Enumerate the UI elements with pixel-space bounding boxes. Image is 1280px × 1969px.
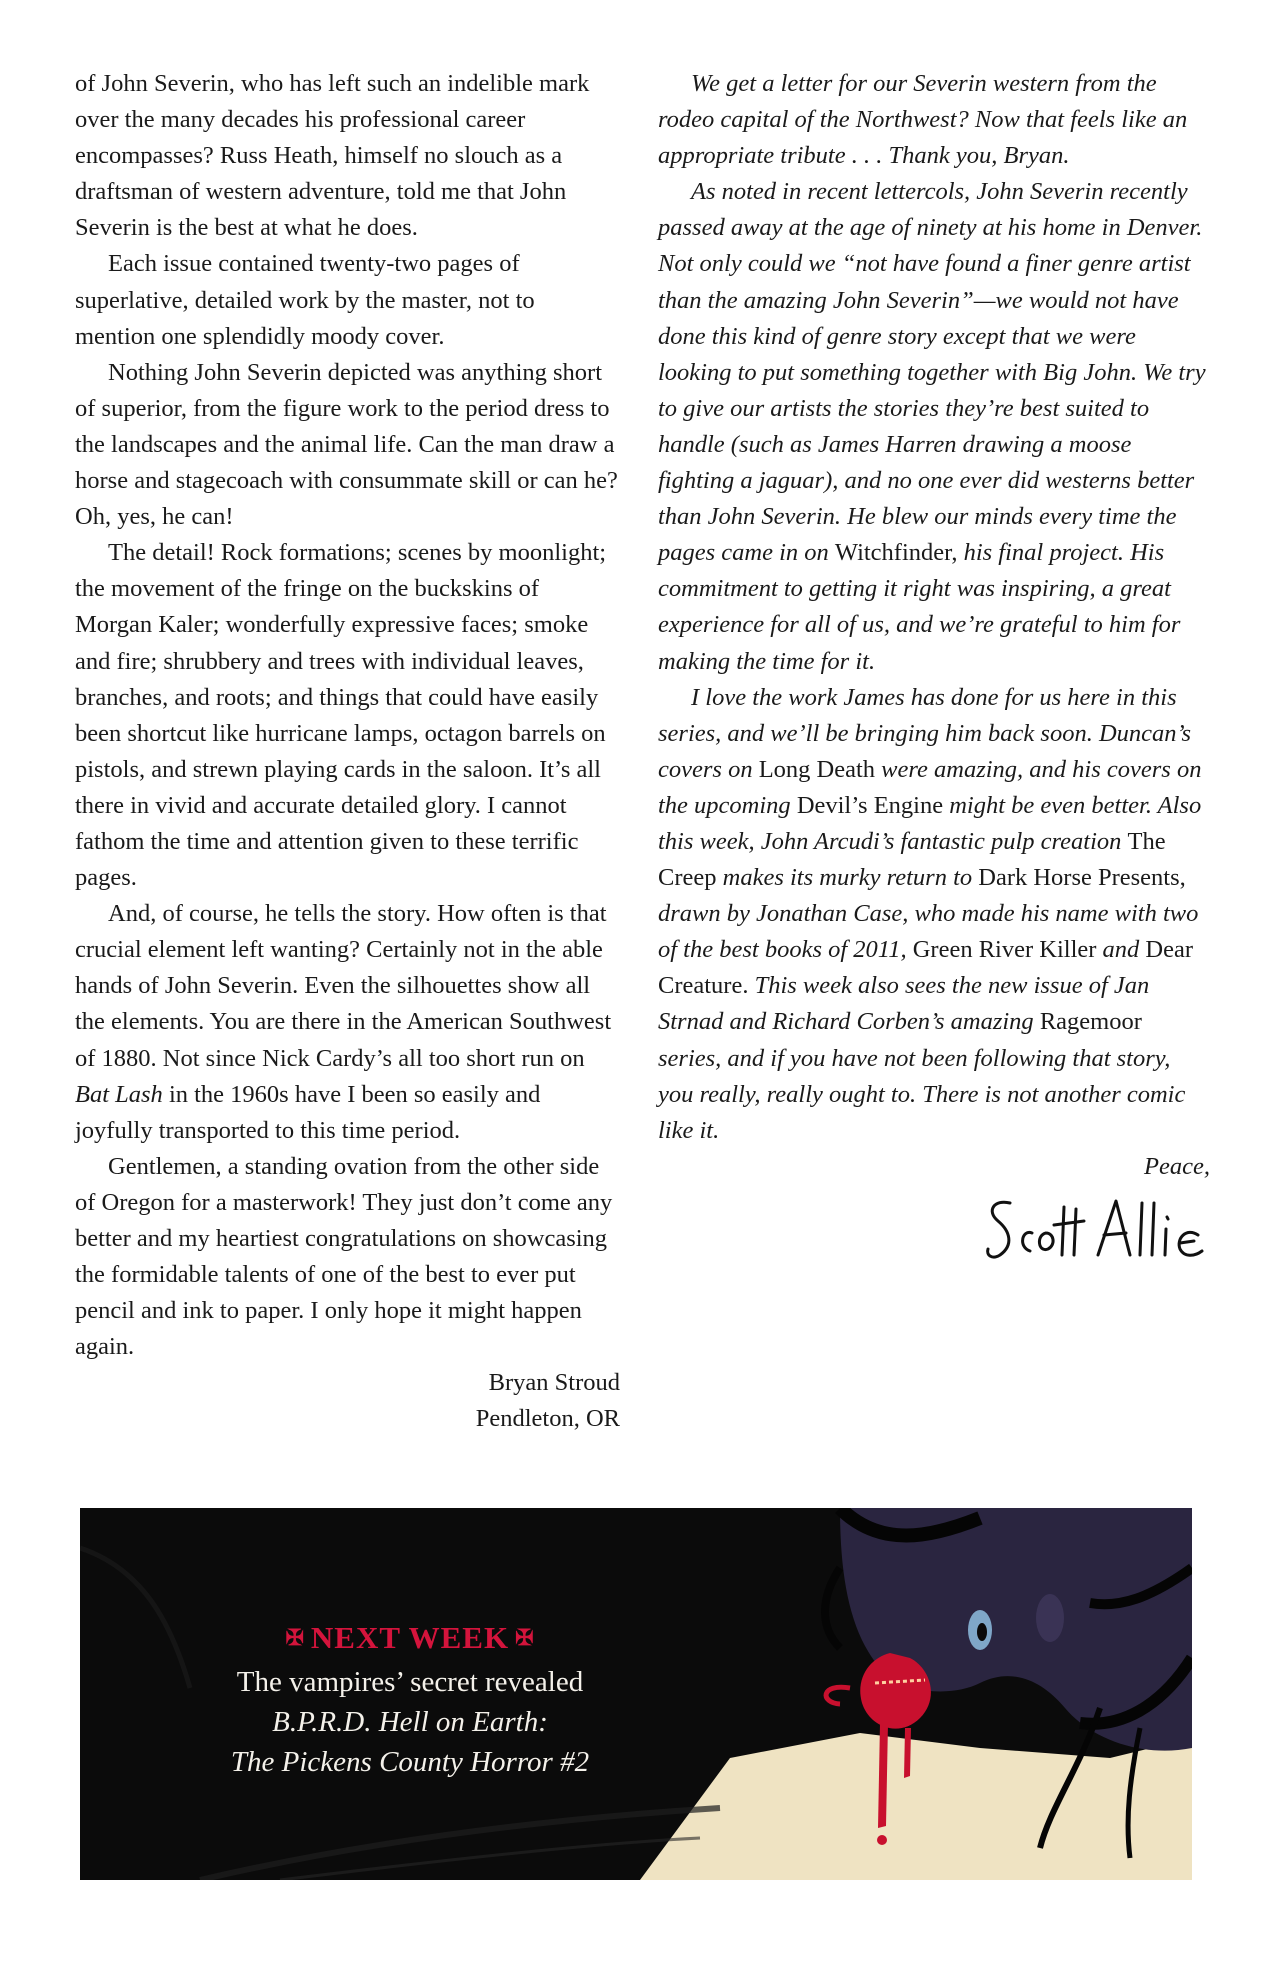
blood-drop: [877, 1835, 887, 1845]
ad-tagline: The vampires’ secret revealed: [236, 1666, 584, 1698]
reply-p3-text-h: series, and if you have not been following that story, you really, really ought to. There is not another comic like it.: [658, 1044, 1186, 1144]
ad-text-block: [210, 1618, 610, 1782]
ad-title-line-1: B.P.R.D. Hell on Earth:: [272, 1706, 548, 1738]
reply-p3-text-g: This week also sees the new issue of Jan Strnad and Richard Corben’s amazing: [658, 972, 1150, 1036]
letter-author: Bryan Stroud: [488, 1369, 620, 1397]
title-devils-engine: Devil’s Engine: [796, 791, 944, 819]
cross-icon: ✠: [515, 1625, 535, 1650]
reply-p3-text-b: were amazing, and his covers on the upcoming: [658, 755, 1202, 819]
letter-paragraph-5-text-b: in the 1960s have I been so easily and joyfully transported to this time period.: [75, 1080, 541, 1144]
parchment-shape: [640, 1733, 1192, 1880]
signature-scott-allie-icon: [980, 1189, 1210, 1279]
signature: [658, 1189, 1210, 1290]
next-week-ad-banner: [80, 1508, 1192, 1880]
brush-streak: [280, 1838, 700, 1880]
title-the-creep: The Creep: [658, 827, 1166, 892]
ad-title-line-2: The Pickens County Horror #2: [230, 1746, 590, 1778]
title-dark-horse-presents: Dark Horse Presents,: [978, 864, 1186, 892]
brush-streak: [200, 1808, 720, 1880]
title-ragemoor: Ragemoor: [1039, 1008, 1142, 1036]
title-dear-creature: Dear Creature.: [658, 936, 1194, 1000]
reply-paragraph-2: [658, 174, 1210, 679]
letter-paragraph-5: [75, 896, 620, 1149]
letter-paragraph-6: Gentlemen, a standing ovation from the other side of Oregon for a masterwork! They just don’t come any better and my heartiest congratulations on showcasing the formidable talents of one of the best to ever put pencil and ink to paper. I only hope it might happen again.: [75, 1152, 613, 1361]
cross-icon: ✠: [285, 1625, 305, 1650]
letter-column: [75, 66, 620, 1438]
reply-p3-text-f: and: [1096, 936, 1146, 964]
title-green-river-killer: Green River Killer: [912, 936, 1097, 964]
reply-paragraph-3: [658, 680, 1210, 1149]
letter-paragraph-3: Nothing John Severin depicted was anything short of superior, from the figure work to the period dress to the landscapes and the animal life. Can the man draw a horse and stagecoach with consummate skill or can he? Oh, yes, he can!: [75, 358, 618, 531]
letter-paragraph-2: Each issue contained twenty-two pages of superlative, detailed work by the master, not to mention one splendidly moody cover.: [75, 250, 535, 350]
reply-closing: Peace,: [1144, 1152, 1210, 1180]
letter-paragraph-4: The detail! Rock formations; scenes by moonlight; the movement of the fringe on the buckskins of Morgan Kaler; wonderfully expressive faces; smoke and fire; shrubbery and trees with individual leaves, branches, and roots; and things that could have easily been shortcut like hurricane lamps, octagon barrels on pistols, and strewn playing cards in the saloon. It’s all there in vivid and accurate detailed glory. I cannot fathom the time and attention given to these terrific pages.: [75, 539, 607, 892]
reply-p2-text-b: his final project. His commitment to getting it right was inspiring, a great experience for all of us, and we’re grateful to him for making the time for it.: [658, 539, 1181, 675]
reply-p3-text-e: drawn by Jonathan Case, who made his name with two of the best books of 2011,: [658, 900, 1199, 964]
letter-paragraph-5-text-a: And, of course, he tells the story. How often is that crucial element left wanting? Certainly not in the able hands of John Severin. Even the silhouettes show all the elements. You are there in the American Southwest of 1880. Not since Nick Cardy’s all too short run on: [75, 900, 612, 1072]
brush-streak: [80, 1548, 190, 1688]
title-long-death: Long Death: [758, 755, 876, 783]
reply-p3-text-d: makes its murky return to: [716, 864, 979, 892]
blood-smear: [826, 1687, 850, 1704]
editor-reply-column: [658, 66, 1210, 1290]
title-witchfinder: Witchfinder,: [834, 539, 958, 567]
reply-p2-text-a: As noted in recent lettercols, John Severin recently passed away at the age of ninety at his home in Denver. Not only could we “not have found a finer genre artist than the amazing John Severin”—we would not have done this kind of genre story except that we were looking to put something together with Big John. We try to give our artists the stories they’re best suited to handle (such as James Harren drawing a moose fighting a jaguar), and no one ever did westerns better than John Severin. He blew our minds every time the pages came in on: [658, 178, 1206, 567]
vampire-ear: [1036, 1594, 1064, 1642]
reply-p3-text-a: I love the work James has done for us here in this series, and we’ll be bringing him back soon. Duncan’s covers on: [658, 683, 1192, 783]
blood-drip: [904, 1728, 911, 1778]
reply-p3-text-c: might be even better. Also this week, John Arcudi’s fantastic pulp creation: [658, 791, 1202, 855]
letter-paragraph-1: of John Severin, who has left such an indelible mark over the many decades his professional career encompasses? Russ Heath, himself no slouch as a draftsman of western adventure, told me that John Severin is the best at what he does.: [75, 70, 590, 242]
vampire-pupil: [977, 1623, 987, 1641]
title-bat-lash: Bat Lash: [75, 1080, 163, 1108]
next-week-label: NEXT WEEK: [310, 1620, 510, 1655]
ad-kicker: [210, 1618, 610, 1658]
letter-location: Pendleton, OR: [475, 1405, 620, 1433]
reply-paragraph-1: We get a letter for our Severin western from the rodeo capital of the Northwest? Now that feels like an appropriate tribute . . . Thank you, Bryan.: [658, 70, 1188, 170]
shadow-contour: [825, 1568, 840, 1648]
